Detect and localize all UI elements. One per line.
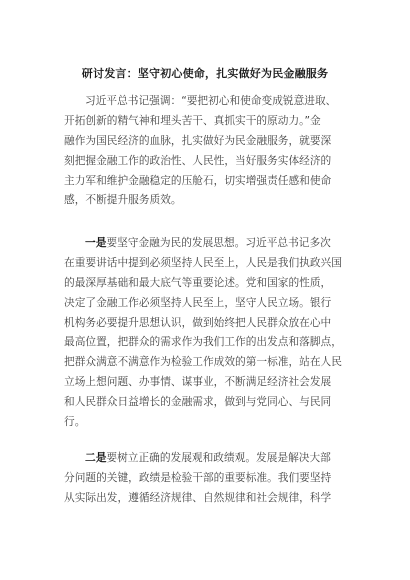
- text-line: 行。: [64, 415, 86, 429]
- text-line: 在重要讲话中提到必须坚持人民至上，人民是我们执政兴国: [64, 255, 342, 269]
- text-line: 感，不断提升服务质效。: [64, 193, 182, 207]
- paragraph-intro: [64, 91, 346, 210]
- paragraph-point-two: [64, 448, 346, 508]
- text-line: [64, 233, 346, 253]
- text-line: 习近平总书记强调：“要把初心和使命变成锐意进取、: [85, 94, 337, 107]
- text-line: 开拓创新的精气神和埋头苦干、真抓实干的原动力。”金: [64, 113, 321, 127]
- text-line: [64, 448, 346, 468]
- text-line: 刻把握金融工作的政治性、人民性，当好服务实体经济的: [64, 153, 332, 167]
- paragraph-point-one: [64, 233, 346, 432]
- point-one-lead: 一是: [85, 236, 107, 249]
- text-line: 从实际出发，遵循经济规律、自然规律和社会规律，科学: [64, 490, 332, 504]
- text-line: 立场上想问题、办事情、谋事业，不断满足经济社会发展: [64, 375, 332, 389]
- text-line: 和人民群众日益增长的金融需求，做到与党同心、与民同: [64, 395, 332, 409]
- text-line: 机构务必要提升思想认识，做到始终把人民群众放在心中: [64, 315, 332, 329]
- text-line: 把群众满意不满意作为检验工作成效的第一标准，站在人民: [64, 355, 342, 369]
- text-line-rest: 要坚守金融为民的发展思想。习近平总书记多次: [106, 236, 331, 249]
- text-line: 最高位置，把群众的需求作为我们工作的出发点和落脚点，: [64, 335, 342, 349]
- text-line: 的最深厚基础和最大底气等重要论述。党和国家的性质，: [64, 275, 332, 289]
- text-line: 分问题的关键，政绩是检验干部的重要标准。我们要坚持: [64, 470, 332, 484]
- text-line-rest: 要树立正确的发展观和政绩观。发展是解决大部: [106, 451, 331, 464]
- document-title: 研讨发言：坚守初心使命，扎实做好为民金融服务: [81, 67, 329, 80]
- text-line: 主力军和维护金融稳定的压舱石，切实增强责任感和使命: [64, 173, 332, 187]
- point-two-lead: 二是: [85, 451, 107, 464]
- text-line: 决定了金融工作必须坚持人民至上，坚守人民立场。银行: [64, 295, 332, 309]
- text-line: 融作为国民经济的血脉，扎实做好为民金融服务，就要深: [64, 133, 332, 147]
